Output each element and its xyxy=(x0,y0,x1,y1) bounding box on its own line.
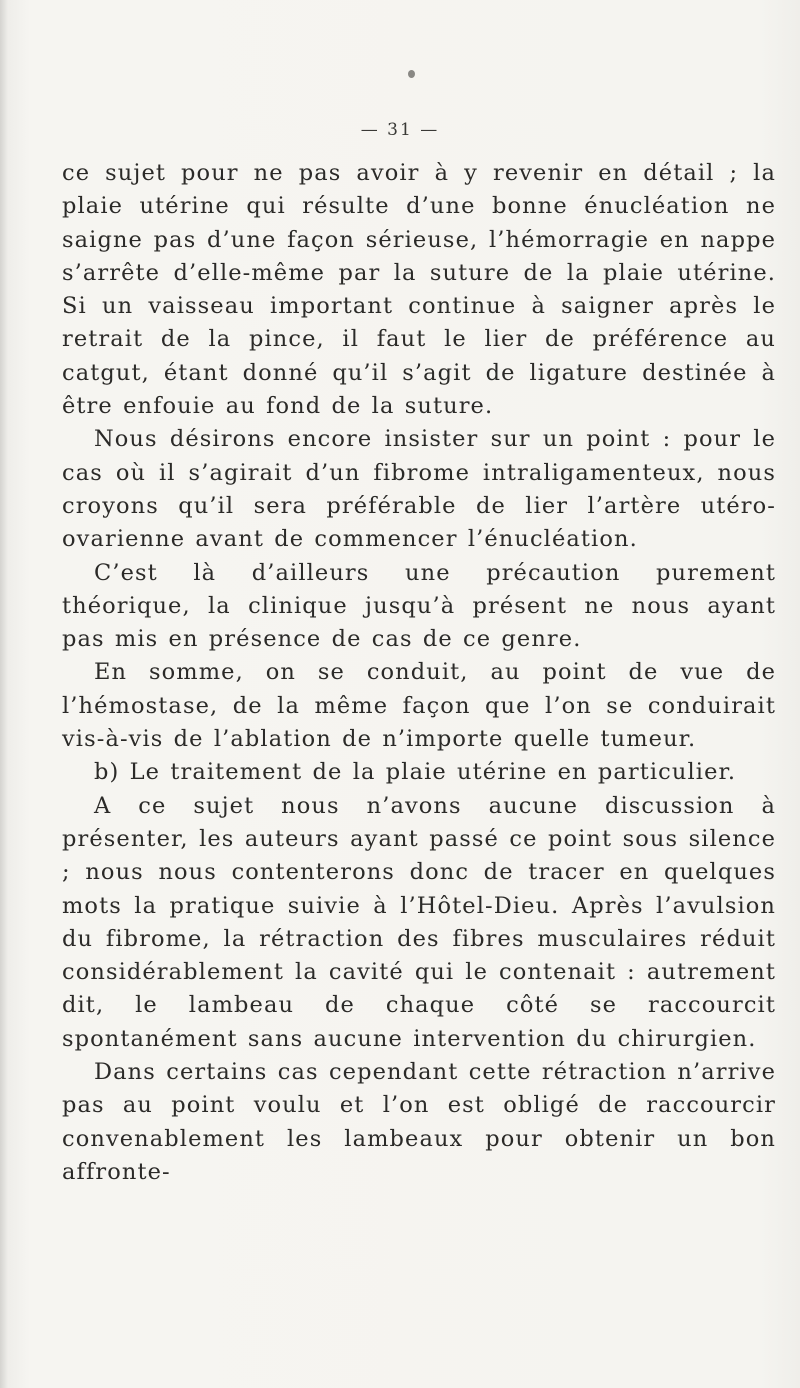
paragraph-2: Nous désirons encore insister sur un point : pour le cas où il s’agirait d’un fibrome intraligamenteux, nous croyons qu’il sera préférable de lier l’artère utéro-ovarienne avant de commencer l’énucléation. xyxy=(62,426,776,553)
paragraph-5: A ce sujet nous n’avons aucune discussion à présenter, les auteurs ayant passé ce point sous silence ; nous nous contenterons donc de tracer en quelques mots la pratique suivie à l’Hôtel-Dieu. Après l’avulsion du fibrome, la rétraction des fibres musculaires réduit considérablement la cavité qui le contenait : autrement dit, le lambeau de chaque côté se raccourcit spontanément sans aucune intervention du chirurgien. xyxy=(62,792,776,1052)
spine-shadow xyxy=(0,0,8,1388)
page-number: — 31 — xyxy=(360,120,440,140)
ornament-dot xyxy=(408,70,415,78)
paragraph-1: ce sujet pour ne pas avoir à y revenir en détail ; la plaie utérine qui résulte d’une bonne énucléation ne saigne pas d’une façon sérieuse, l’hémorragie en nappe s’arrête d’elle-même par la suture de la plaie utérine. Si un vaisseau important continue à saigner après le retrait de la pince, il faut le lier de préférence au catgut, étant donné qu’il s’agit de ligature destinée à être enfouie au fond de la suture. xyxy=(62,160,776,420)
paragraph-3: C’est là d’ailleurs une précaution purement théorique, la clinique jusqu’à présent ne nous ayant pas mis en présence de cas de ce genre. xyxy=(62,559,776,653)
body-text xyxy=(62,157,776,1189)
paragraph-6: Dans certains cas cependant cette rétraction n’arrive pas au point voulu et l’on est obligé de raccourcir convenablement les lambeaux pour obtenir un bon affronte- xyxy=(62,1059,776,1185)
paragraph-4: En somme, on se conduit, au point de vue de l’hémostase, de la même façon que l’on se conduirait vis-à-vis de l’ablation de n’importe quelle tumeur. xyxy=(62,659,776,753)
section-heading: b) Le traitement de la plaie utérine en particulier. xyxy=(94,759,737,786)
